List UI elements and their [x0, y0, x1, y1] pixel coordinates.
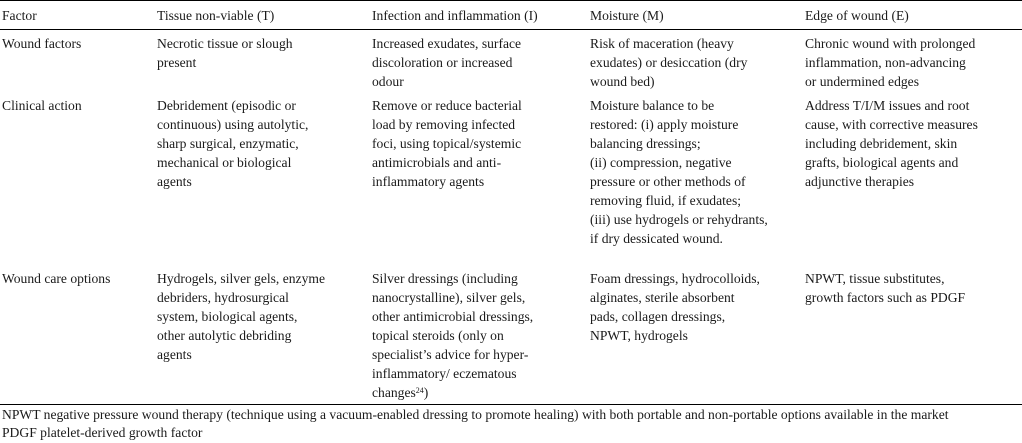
cell-line: Necrotic tissue or slough [157, 36, 293, 51]
cell-moisture [588, 30, 803, 97]
table-row [0, 96, 1022, 269]
cell-line: load by removing infected [372, 117, 516, 132]
cell-line: topical steroids (only on [372, 328, 504, 343]
row-factor-label: Clinical action [2, 98, 82, 113]
cell-line: or undermined edges [805, 74, 920, 89]
cell-line: Risk of maceration (heavy [590, 36, 734, 51]
cell-line: removing fluid, if exudates; [590, 193, 742, 208]
cell-line: Silver dressings (including [372, 271, 518, 286]
header-row [0, 1, 1022, 30]
cell-line: NPWT, hydrogels [590, 328, 688, 343]
cell-line: foci, using topical/systemic [372, 136, 522, 151]
cell-line: cause, with corrective measures [805, 117, 978, 132]
cell-line: odour [372, 74, 404, 89]
header-infection: Infection and inflammation (I) [370, 1, 588, 30]
cell-text: changes [372, 385, 416, 400]
cell-line: Remove or reduce bacterial [372, 98, 522, 113]
cell-line: NPWT, tissue substitutes, [805, 271, 945, 286]
cell-line: inflammatory/ eczematous [372, 366, 517, 381]
cell-line: agents [157, 174, 192, 189]
cell-line: inflammation, non-advancing [805, 55, 966, 70]
cell-text: ) [423, 385, 429, 400]
cell-line: Foam dressings, hydrocolloids, [590, 271, 760, 286]
cell-line: pads, collagen dressings, [590, 309, 726, 324]
cell-line: nanocrystalline), silver gels, [372, 290, 526, 305]
cell-line: (ii) compression, negative [590, 155, 732, 170]
footnotes [2, 406, 1020, 442]
cell-line: other antimicrobial dressings, [372, 309, 534, 324]
row-factor-label: Wound factors [2, 36, 82, 51]
cell-line: continuous) using autolytic, [157, 117, 309, 132]
cell-line: alginates, sterile absorbent [590, 290, 735, 305]
cell-tissue [155, 30, 370, 97]
cell-line: sharp surgical, enzymatic, [157, 136, 299, 151]
cell-moisture [588, 269, 803, 405]
cell-line: if dry dessicated wound. [590, 231, 723, 246]
cell-infection [370, 96, 588, 269]
cell-line: specialist’s advice for hyper- [372, 347, 529, 362]
header-tissue: Tissue non-viable (T) [155, 1, 370, 30]
cell-line: mechanical or biological [157, 155, 292, 170]
cell-line: Increased exudates, surface [372, 36, 522, 51]
cell-line: exudates) or desiccation (dry [590, 55, 748, 70]
cell-moisture [588, 96, 803, 269]
cell-line: growth factors such as PDGF [805, 290, 966, 305]
table-row [0, 30, 1022, 97]
footnote-npwt: NPWT negative pressure wound therapy (technique using a vacuum-enabled dressing to promote healing) with both portable and non-portable options available in the market [2, 407, 949, 422]
cell-line: present [157, 55, 197, 70]
cell-line: balancing dressings; [590, 136, 701, 151]
citation-superscript: 24 [415, 386, 424, 395]
cell-edge [803, 30, 1022, 97]
cell-line: (iii) use hydrogels or rehydrants, [590, 212, 768, 227]
cell-tissue [155, 269, 370, 405]
header-factor: Factor [0, 1, 155, 30]
cell-edge [803, 269, 1022, 405]
cell-line: including debridement, skin [805, 136, 958, 151]
cell-infection [370, 269, 588, 405]
cell-line [372, 383, 582, 402]
cell-edge [803, 96, 1022, 269]
cell-line: other autolytic debriding [157, 328, 292, 343]
cell-line: debriders, hydrosurgical [157, 290, 289, 305]
cell-line: pressure or other methods of [590, 174, 746, 189]
cell-line: Debridement (episodic or [157, 98, 296, 113]
cell-line: Chronic wound with prolonged [805, 36, 976, 51]
cell-line: Moisture balance to be [590, 98, 715, 113]
header-edge: Edge of wound (E) [803, 1, 1022, 30]
cell-line: grafts, biological agents and [805, 155, 959, 170]
cell-line: Hydrogels, silver gels, enzyme [157, 271, 325, 286]
table-row [0, 269, 1022, 405]
row-factor-label: Wound care options [0, 269, 155, 405]
cell-line: wound bed) [590, 74, 655, 89]
cell-line: discoloration or increased [372, 55, 513, 70]
footnote-pdgf: PDGF platelet-derived growth factor [2, 425, 203, 440]
cell-line: inflammatory agents [372, 174, 485, 189]
header-moisture: Moisture (M) [588, 1, 803, 30]
cell-infection [370, 30, 588, 97]
cell-line: adjunctive therapies [805, 174, 915, 189]
cell-line: system, biological agents, [157, 309, 298, 324]
cell-line: restored: (i) apply moisture [590, 117, 739, 132]
cell-line: antimicrobials and anti- [372, 155, 502, 170]
cell-line: Address T/I/M issues and root [805, 98, 970, 113]
cell-line: agents [157, 347, 192, 362]
cell-tissue [155, 96, 370, 269]
